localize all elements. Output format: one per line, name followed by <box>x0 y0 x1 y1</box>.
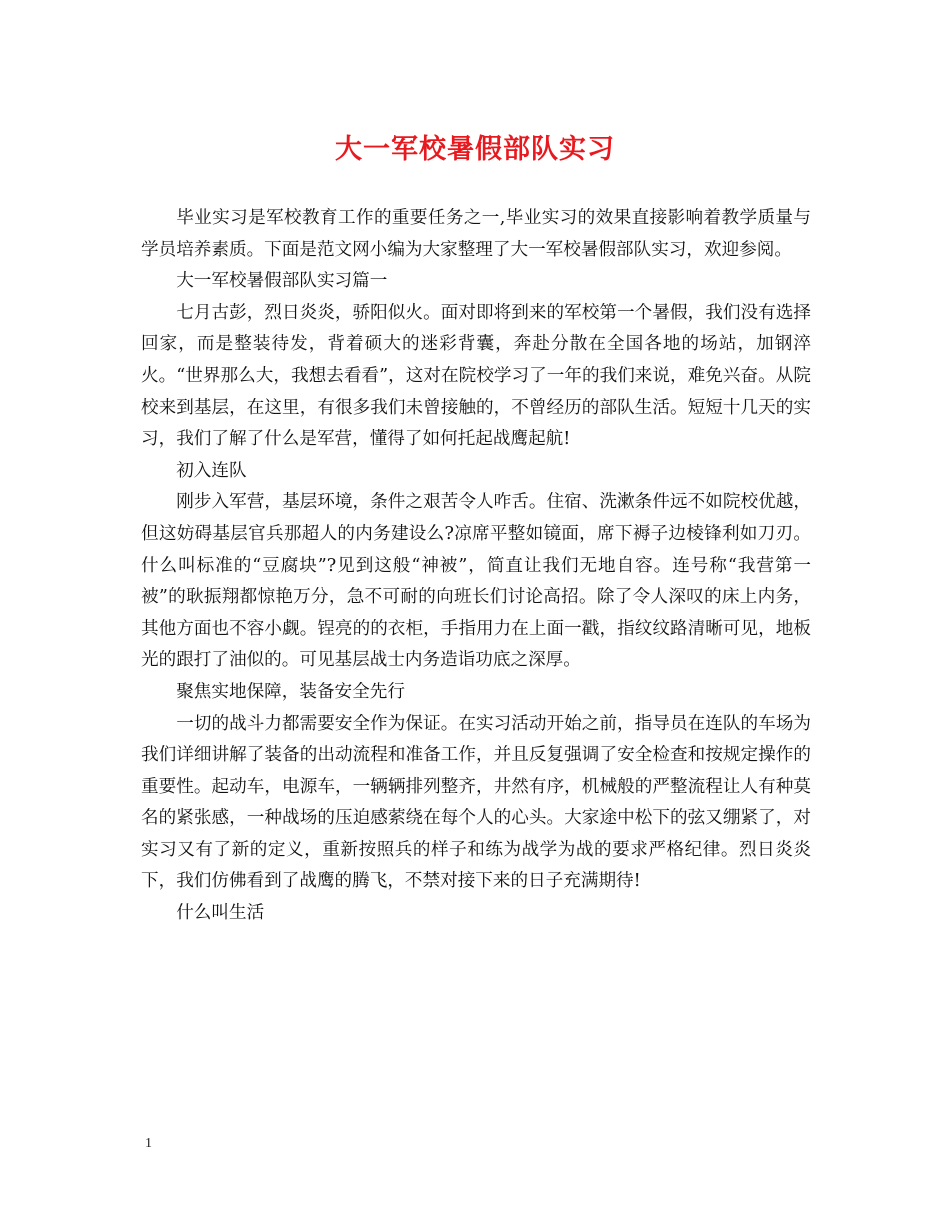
document-title: 大一军校暑假部队实习 <box>335 134 615 165</box>
section-heading: 什么叫生活 <box>176 903 265 924</box>
section-heading: 初入连队 <box>176 460 247 481</box>
document-body <box>141 203 811 930</box>
paragraph: 七月古彭，烈日炎炎，骄阳似火。面对即将到来的军校第一个暑假，我们没有选择回家，而是整装待发，背着硕大的迷彩背囊，奔赴分散在全国各地的场站，加钢淬火。“世界那么大，我想去看看”，这对在院校学习了一年的我们来说，难免兴奋。从院校来到基层，在这里，有很多我们未曾接触的，不曾经历的部队生活。短短十几天的实习，我们了解了什么是军营，懂得了如何托起战鹰起航! <box>141 302 811 450</box>
paragraph: 一切的战斗力都需要安全作为保证。在实习活动开始之前，指导员在连队的车场为我们详细讲解了装备的出动流程和准备工作，并且反复强调了安全检查和按规定操作的重要性。起动车，电源车，一辆辆排列整齐，井然有序，机械般的严整流程让人有种莫名的紧张感，一种战场的压迫感萦绕在每个人的心头。大家途中松下的弦又绷紧了，对实习又有了新的定义，重新按照兵的样子和练为战学为战的要求严格纪律。烈日炎炎下，我们仿佛看到了战鹰的腾飞，不禁对接下来的日子充满期待! <box>141 713 811 892</box>
paragraph-intro: 毕业实习是军校教育工作的重要任务之一,毕业实习的效果直接影响着教学质量与学员培养素质。下面是范文网小编为大家整理了大一军校暑假部队实习，欢迎参阅。 <box>141 208 811 260</box>
paragraph: 刚步入军营，基层环境，条件之艰苦令人咋舌。住宿、洗漱条件远不如院校优越，但这妨碍基层官兵那超人的内务建设么?凉席平整如镜面，席下褥子边棱锋利如刀刃。什么叫标准的“豆腐块”?见到这般“神被”，简直让我们无地自容。连号称“我营第一被”的耿振翔都惊艳万分，急不可耐的向班长们讨论高招。除了令人深叹的床上内务，其他方面也不容小觑。锃亮的的衣柜，手指用力在上面一戳，指纹纹路清晰可见，地板光的跟打了油似的。可见基层战士内务造诣功底之深厚。 <box>141 492 811 671</box>
section-heading: 大一军校暑假部队实习篇一 <box>176 271 388 292</box>
section-heading: 聚焦实地保障，装备安全先行 <box>176 681 405 702</box>
page-number: 1 <box>145 1136 152 1151</box>
